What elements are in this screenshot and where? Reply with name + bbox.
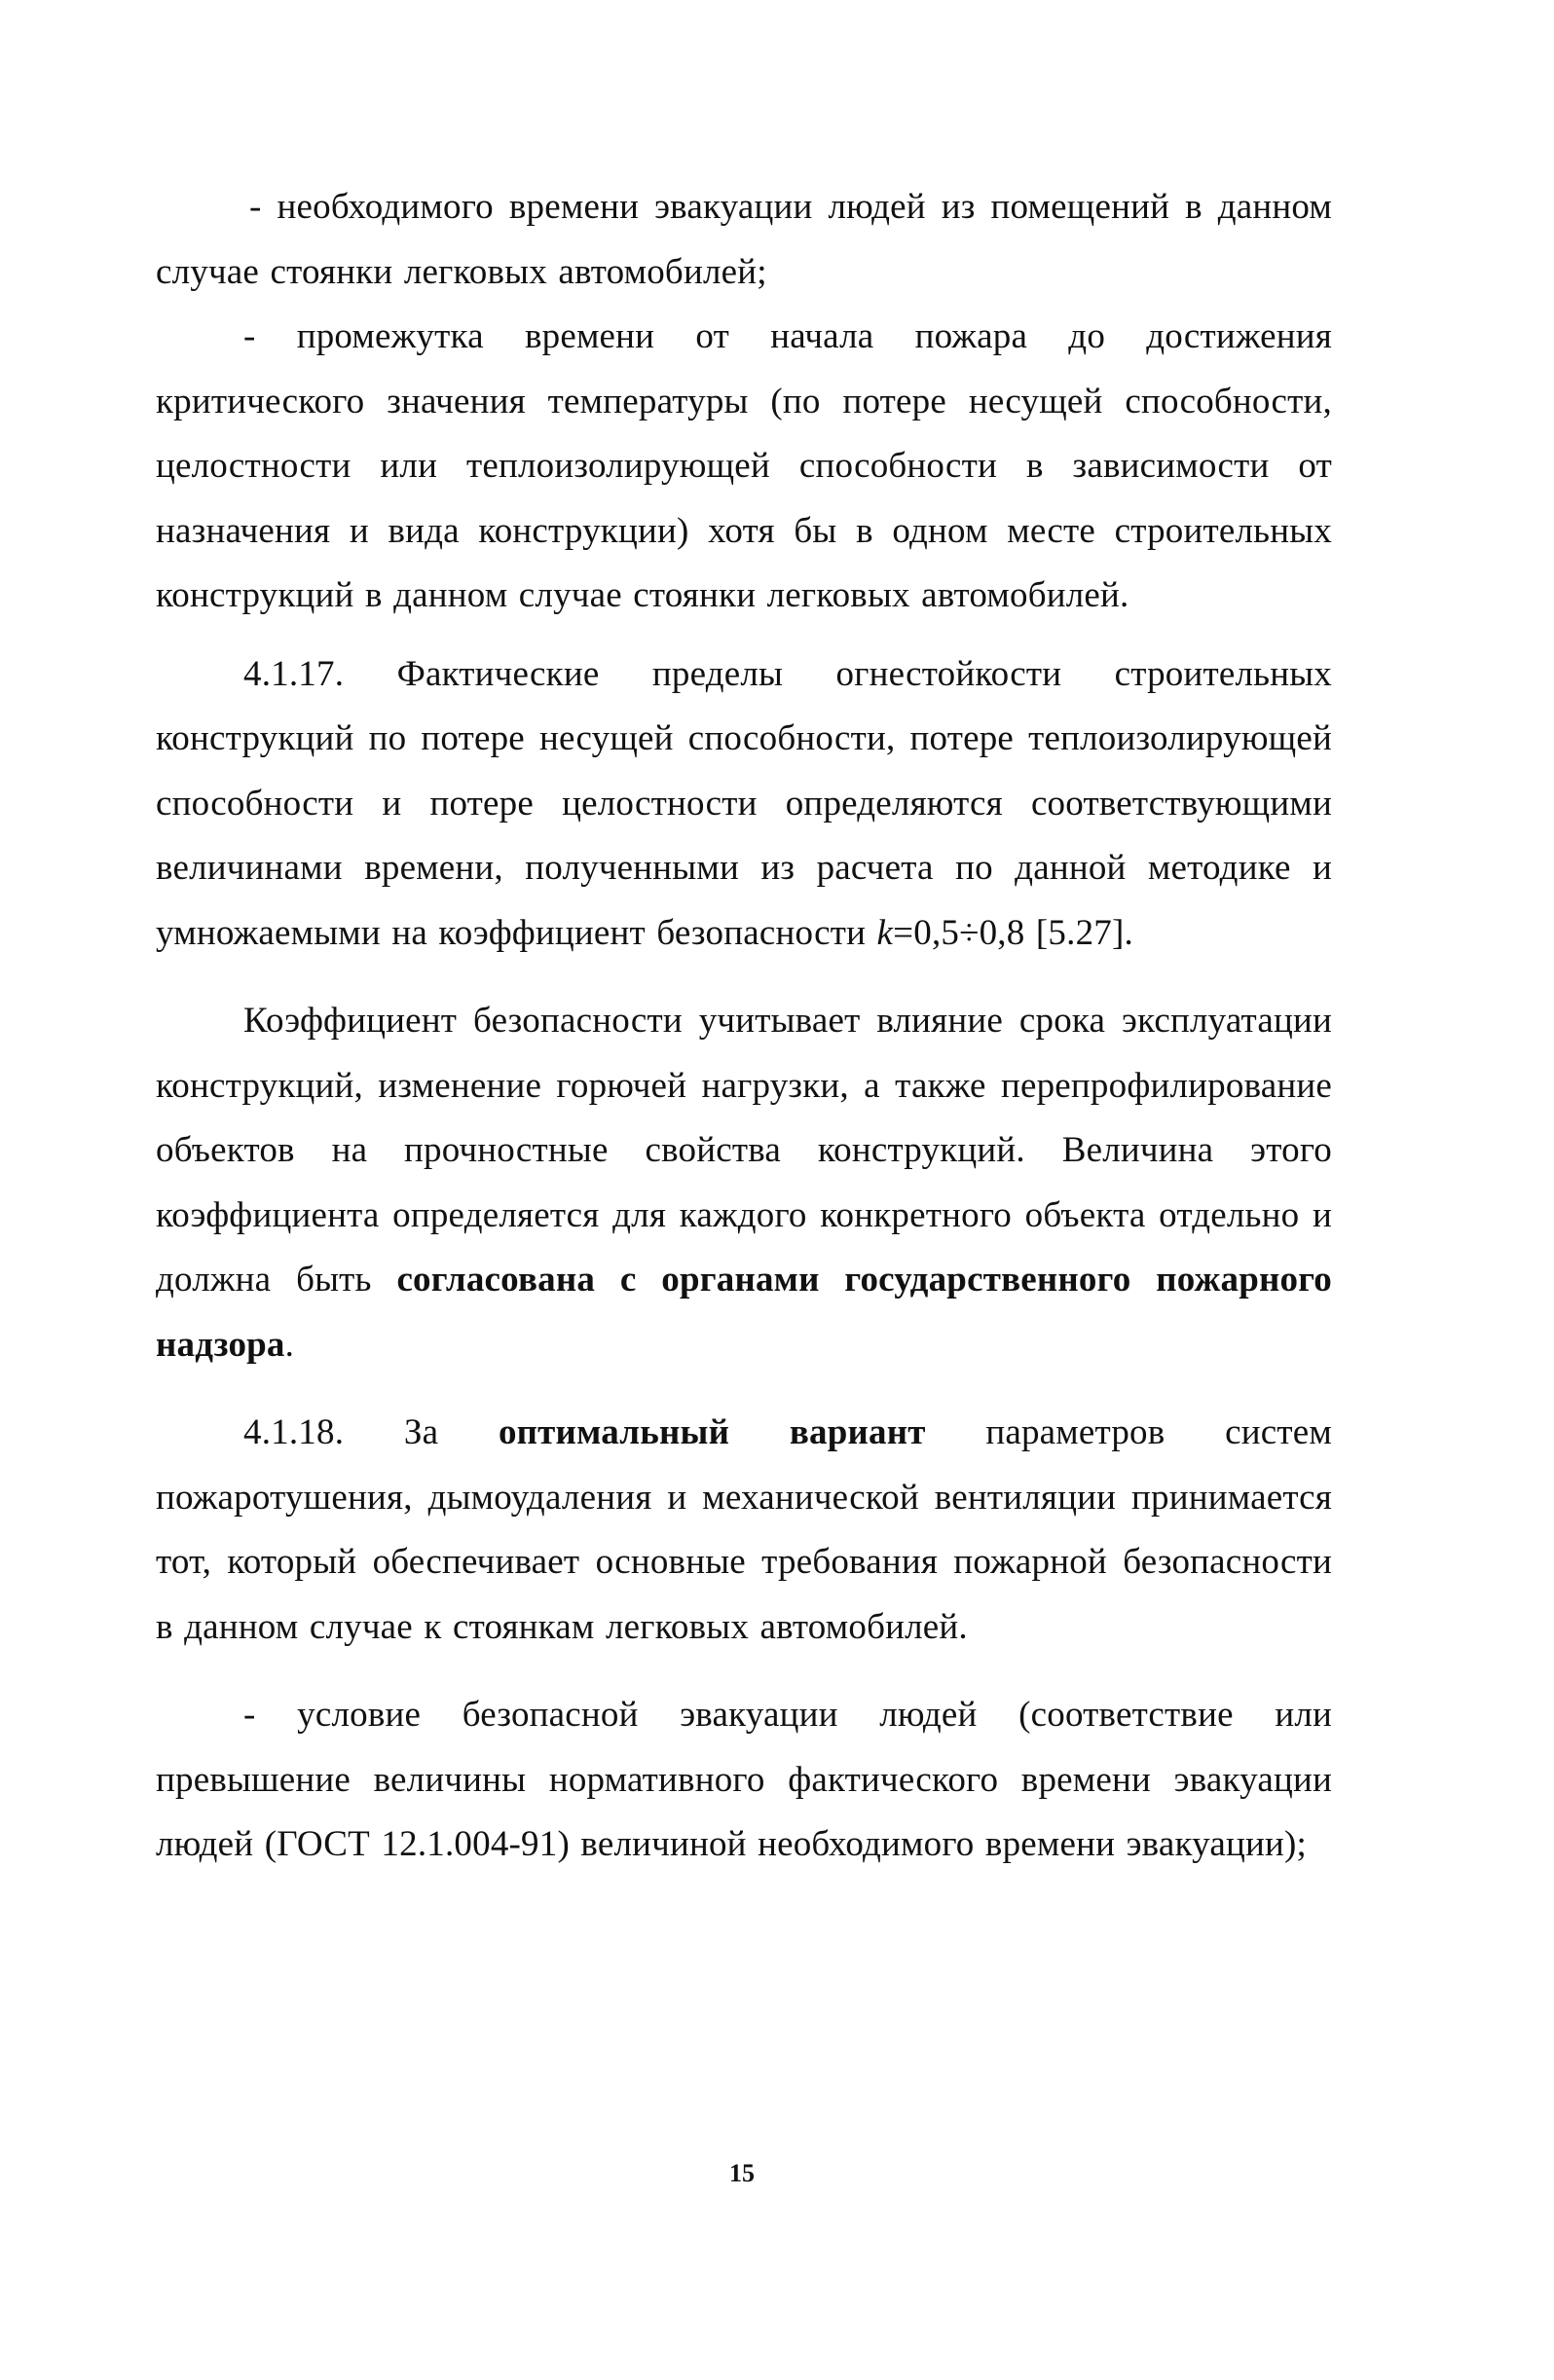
paragraph-4-1-17 xyxy=(156,642,1332,967)
paragraph-4-1-17-value: =0,5÷0,8 [5.27]. xyxy=(893,912,1133,953)
coefficient-symbol: k xyxy=(876,912,894,953)
paragraph-critical-temperature: - промежутка времени от начала пожара до достижения критического значения температуры (по потере несущей способности, целостности или теплоизолирующей способности в зависимости от назначения и вида конструкции) хотя бы в одном месте строительных конструкций в данном случае стоянки легковых автомобилей. xyxy=(156,316,1332,615)
paragraph-safe-evacuation: - условие безопасной эвакуации людей (соответствие или превышение величины нормативного фактического времени эвакуации людей (ГОСТ 12.1.004-91) величиной необходимого времени эвакуации); xyxy=(156,1695,1332,1864)
paragraph-4-1-18 xyxy=(156,1401,1332,1660)
body-text xyxy=(156,175,1332,1901)
paragraph-safety-coefficient xyxy=(156,989,1332,1377)
page-number: 15 xyxy=(729,2159,755,2187)
paragraph-4-1-18-bold: оптимальный вариант xyxy=(498,1412,926,1452)
paragraph-4-1-18-text: параметров систем пожаротушения, дымоудаления и механической вентиляции принимается тот, который обеспечивает основные требования пожарной безопасности в данном случае к стоянкам легковых автомобилей. xyxy=(156,1412,1332,1647)
paragraph-4-1-17-text: 4.1.17. Фактические пределы огнестойкости строительных конструкций по потере несущей способности, потере теплоизолирующей способности и потере целостности определяются соответствующими величинами времени, полученными из расчета по данной методике и умножаемыми на коэффициент безопасности xyxy=(156,653,1332,953)
paragraph-safety-coefficient-text: Коэффициент безопасности учитывает влияние срока эксплуатации конструкций, изменение горючей нагрузки, а также перепрофилирование объектов на прочностные свойства конструкций. Величина этого коэффициента определяется для каждого конкретного объекта отдельно и должна быть xyxy=(156,1001,1332,1300)
paragraph-safety-coefficient-end: . xyxy=(284,1324,295,1365)
paragraph-safety-coefficient-bold: согласована с органами государственного пожарного надзора xyxy=(156,1260,1332,1365)
paragraph-evacuation-time: - необходимого времени эвакуации людей из помещений в данном случае стоянки легковых автомобилей; xyxy=(156,187,1332,292)
paragraph-4-1-18-start: 4.1.18. За xyxy=(243,1412,499,1452)
